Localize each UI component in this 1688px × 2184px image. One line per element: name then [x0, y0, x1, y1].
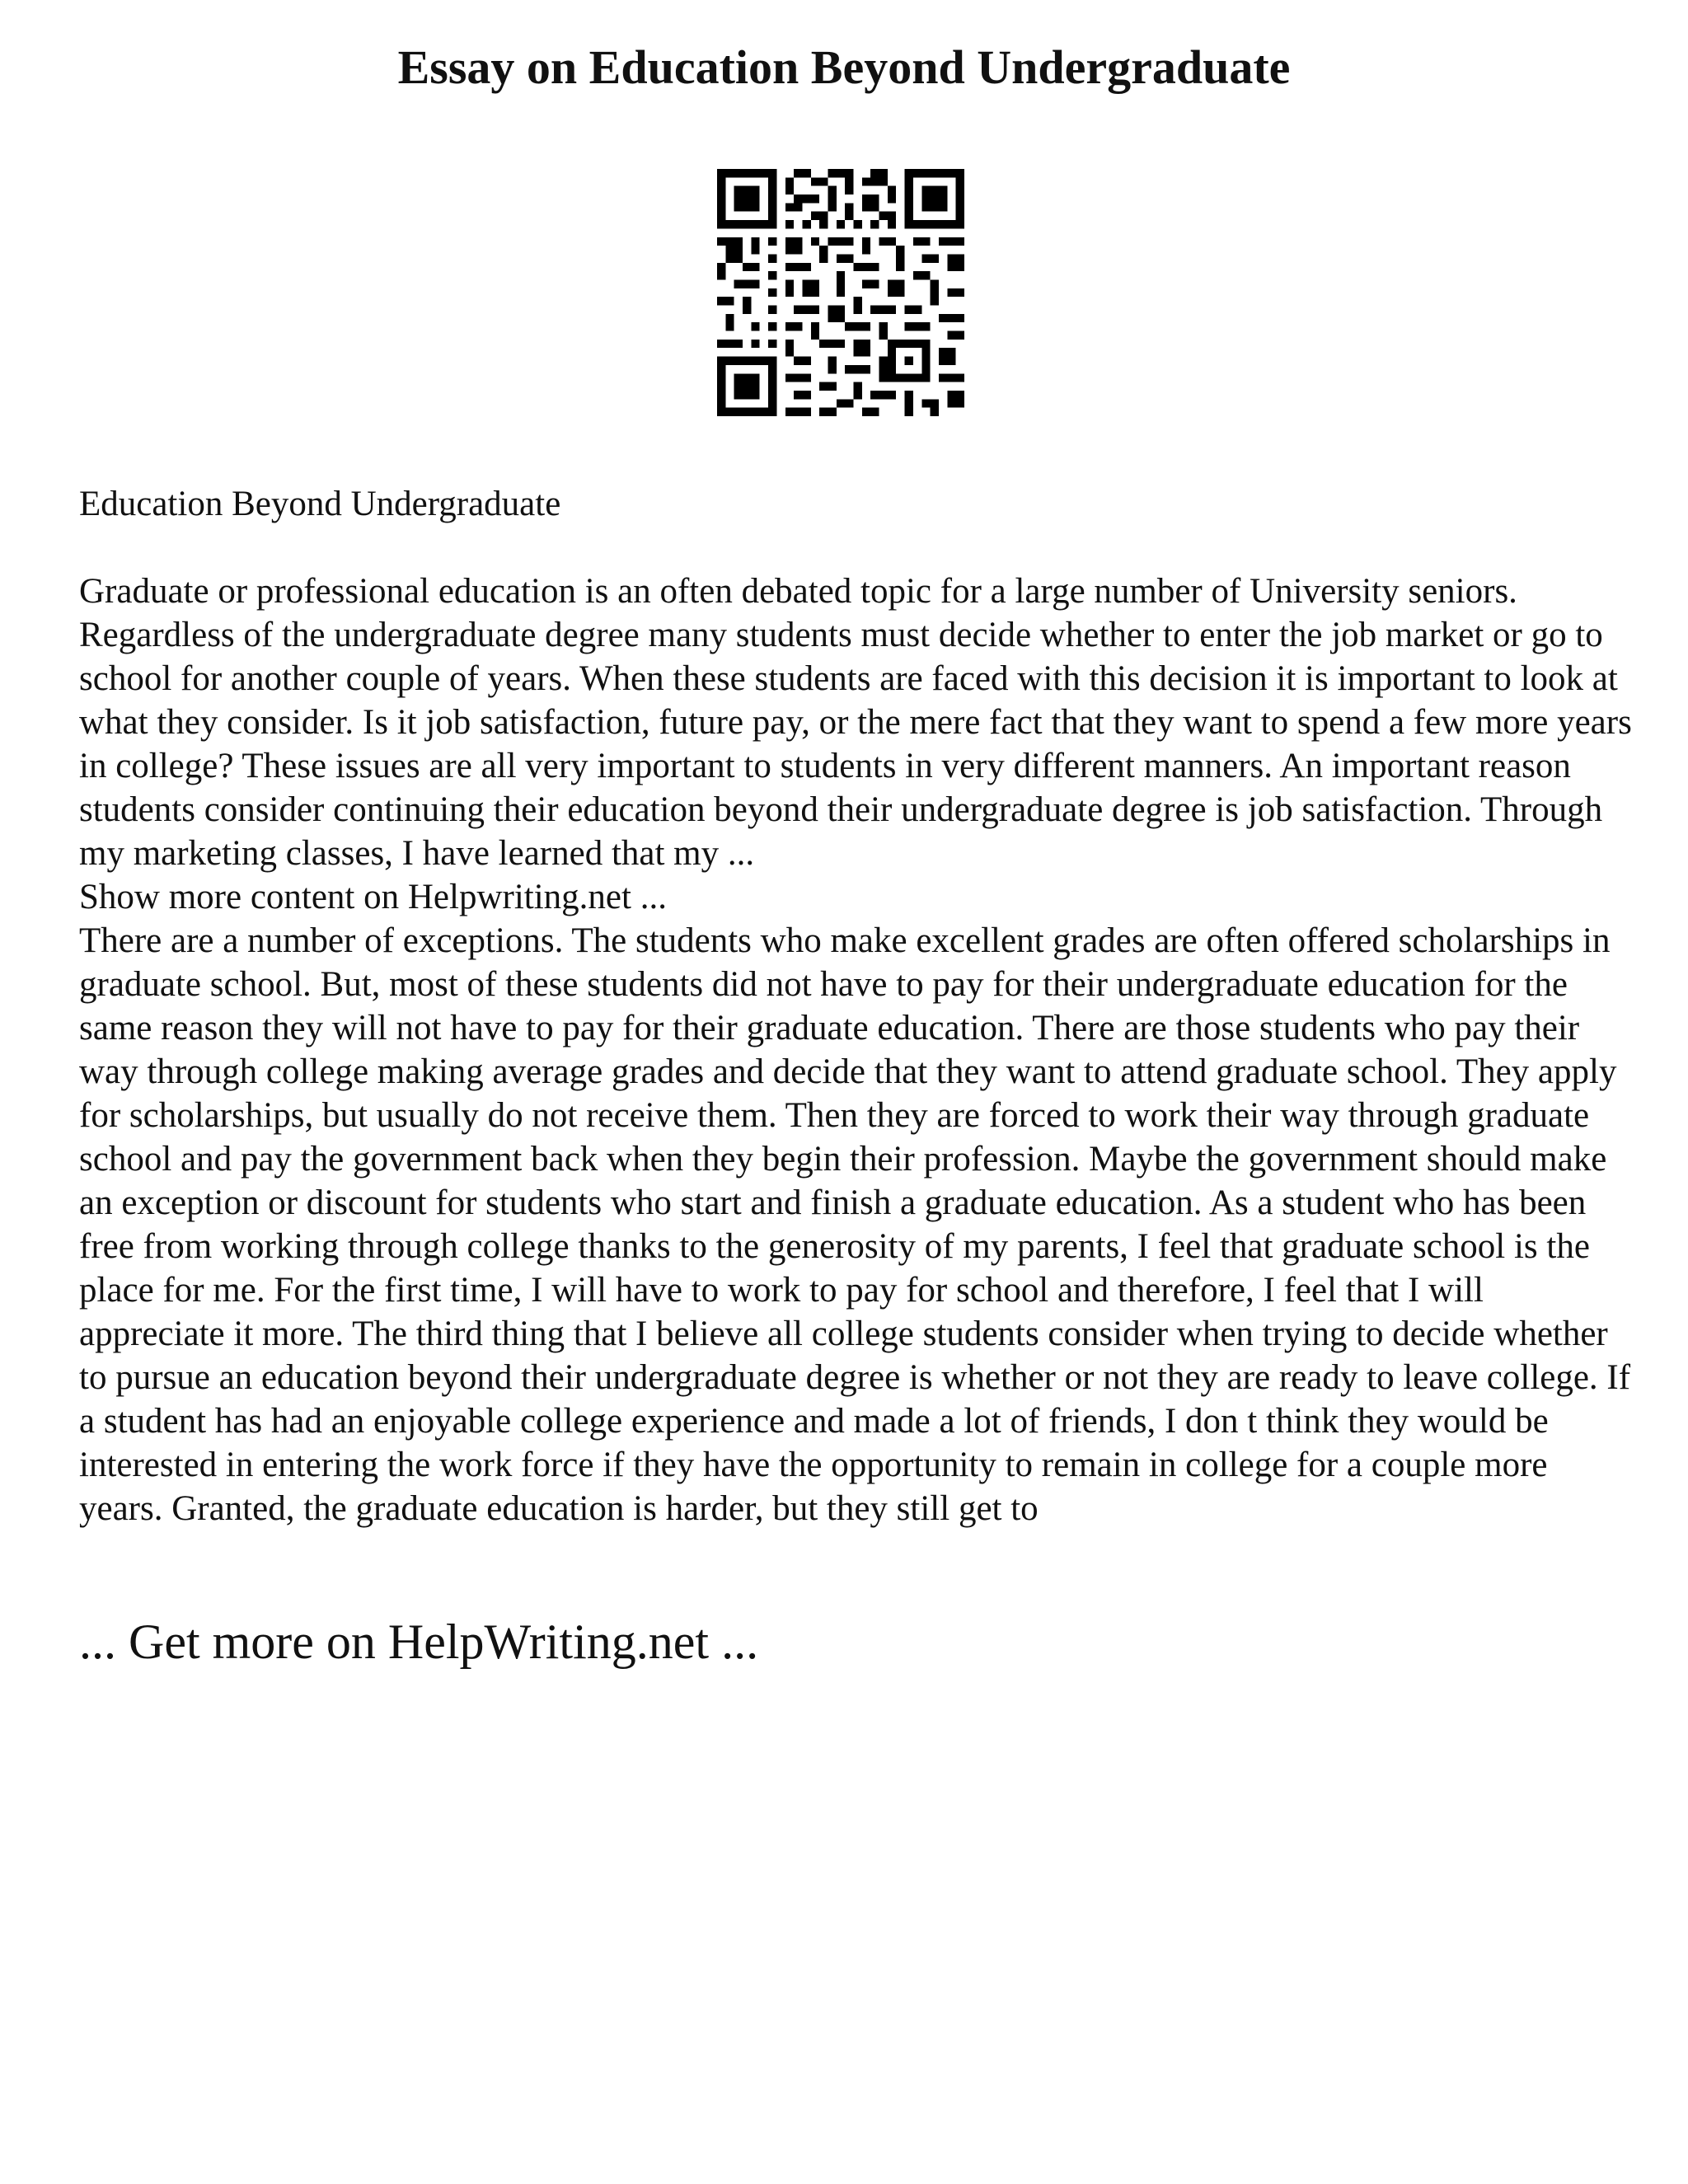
show-more-link[interactable]: Show more content on Helpwriting.net ... [79, 878, 667, 916]
paragraph-body: There are a number of exceptions. The students who make excellent grades are often offered scholarships in graduate school. But, most of these students did not have to pay for their undergraduate education for the same reason they will not have to pay for their graduate education. There are those students who pay their way through college making average grades and decide that they want to attend graduate school. They apply for scholarships, but usually do not receive them. Then they are forced to work their way through graduate school and pay the government back when they begin their profession. Maybe the government should make an exception or discount for students who start and finish a graduate education. As a student who has been free from working through college thanks to the generosity of my parents, I feel that graduate school is the place for me. For the first time, I will have to work to pay for school and therefore, I feel that I will appreciate it more. The third thing that I believe all college students consider when trying to decide whether to pursue an education beyond their undergraduate degree is whether or not they are ready to leave college. If a student has had an enjoyable college experience and made a lot of friends, I don t think they would be interested in entering the work force if they have the opportunity to remain in college for a couple more years. Granted, the graduate education is harder, but they still get to [79, 921, 1631, 1528]
page-title: Essay on Education Beyond Undergraduate [397, 40, 1291, 94]
qr-code-image [717, 169, 964, 416]
document-body [79, 482, 1637, 1530]
document-subtitle: Education Beyond Undergraduate [79, 485, 561, 523]
qr-code[interactable] [717, 169, 964, 416]
paragraph-intro: Graduate or professional education is an often debated topic for a large number of University seniors. Regardless of the undergraduate degree many students must decide whether to enter the job market or go to school for another couple of years. When these students are faced with this decision it is important to look at what they consider. Is it job satisfaction, future pay, or the mere fact that they want to spend a few more years in college? These issues are all very important to students in very different manners. An important reason students consider continuing their education beyond their undergraduate degree is job satisfaction. Through my marketing classes, I have learned that my ... [79, 572, 1632, 873]
get-more-link[interactable]: ... Get more on HelpWriting.net ... [79, 1615, 759, 1669]
